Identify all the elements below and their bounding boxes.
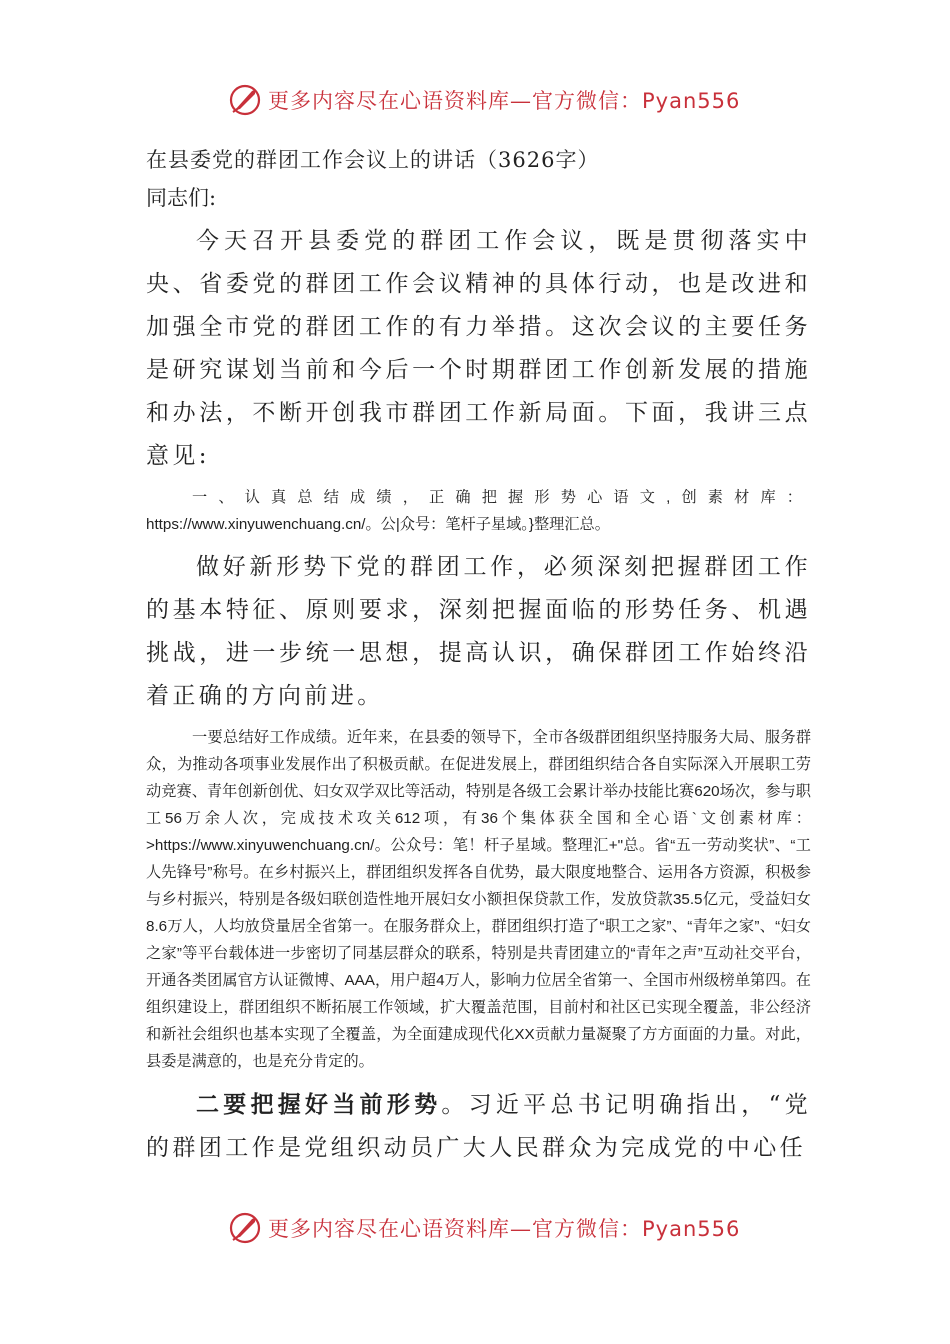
paragraph-4	[146, 1083, 811, 1170]
section-heading-1-text: 一、认真总结成绩，正确把握形势心语文,创素材库：	[192, 489, 811, 506]
paragraph-4-lead: 二要把握好当前形势	[196, 1091, 442, 1118]
section-heading-1-link: https://www.xinyuwenchuang.cn/。公|众号：笔杆子星域。}整理汇总。	[146, 516, 610, 533]
paragraph-4-text: 。习近平总书记明确指出，“党的群团工作是党组织动员广大人民群众为完成党的中心任	[146, 1092, 811, 1161]
paragraph-intro: 今天召开县委党的群团工作会议，既是贯彻落实中央、省委党的群团工作会议精神的具体行动，也是改进和加强全市党的群团工作的有力举措。这次会议的主要任务是研究谋划当前和今后一个时期群团工作创新发展的措施和办法，不断开创我市群团工作新局面。下面，我讲三点意见:	[146, 228, 811, 469]
wechat-id: Pyan556	[642, 89, 741, 113]
footer-banner	[228, 1208, 748, 1248]
paragraph-2: 做好新形势下党的群团工作，必须深刻把握群团工作的基本特征、原则要求，深刻把握面临的形势任务、机遇挑战，进一步统一思想，提高认识，确保群团工作始终沿着正确的方向前进。	[146, 554, 811, 709]
greeting: 同志们:	[146, 186, 217, 210]
banner-text: 更多内容尽在心语资料库—官方微信：Pyan556	[268, 89, 741, 113]
paragraph-3: 一要总结好工作成绩。近年来，在县委的领导下，全市各级群团组织坚持服务大局、服务群众，为推动各项事业发展作出了积极贡献。在促进发展上，群团组织结合各自实际深入开展职工劳动竞赛、青年创新创优、妇女双学双比等活动，特别是各级工会累计举办技能比赛620场次，参与职工56万余人次，完成技术攻关612项，有36个集体获全国和全心语`文创素材库：>https://www.xinyuwenchuang.cn/。公众号：笔！杆子星域。整理汇+"总。省“五一劳动奖状”、“工人先锋号”称号。在乡村振兴上，群团组织发挥各自优势，最大限度地整合、运用各方资源，积极参与乡村振兴，特别是各级妇联创造性地开展妇女小额担保贷款工作，发放贷款35.5亿元，受益妇女8.6万人，人均放贷量居全省第一。在服务群众上，群团组织打造了“职工之家”、“青年之家”、“妇女之家”等平台载体进一步密切了同基层群众的联系，特别是共青团建立的“青年之声”互动社交平台，开通各类团属官方认证微博、AAA，用户超4万人，影响力位居全省第一、全国市州级榜单第四。在组织建设上，群团组织不断拓展工作领域，扩大覆盖范围，目前村和社区已实现全覆盖，非公经济和新社会组织也基本实现了全覆盖，为全面建成现代化XX贡献力量凝聚了方方面面的力量。对此，县委是满意的，也是充分肯定的。	[146, 729, 811, 1070]
wechat-id: Pyan556	[642, 1217, 741, 1241]
feather-quill-logo-icon	[228, 1211, 262, 1245]
document-title: 在县委党的群团工作会议上的讲话（3626字）	[146, 148, 600, 172]
feather-quill-logo-icon	[228, 83, 262, 117]
banner-text: 更多内容尽在心语资料库—官方微信：Pyan556	[268, 1217, 741, 1241]
document-body	[146, 140, 811, 1170]
section-heading-1	[146, 484, 811, 538]
header-banner	[228, 80, 748, 120]
